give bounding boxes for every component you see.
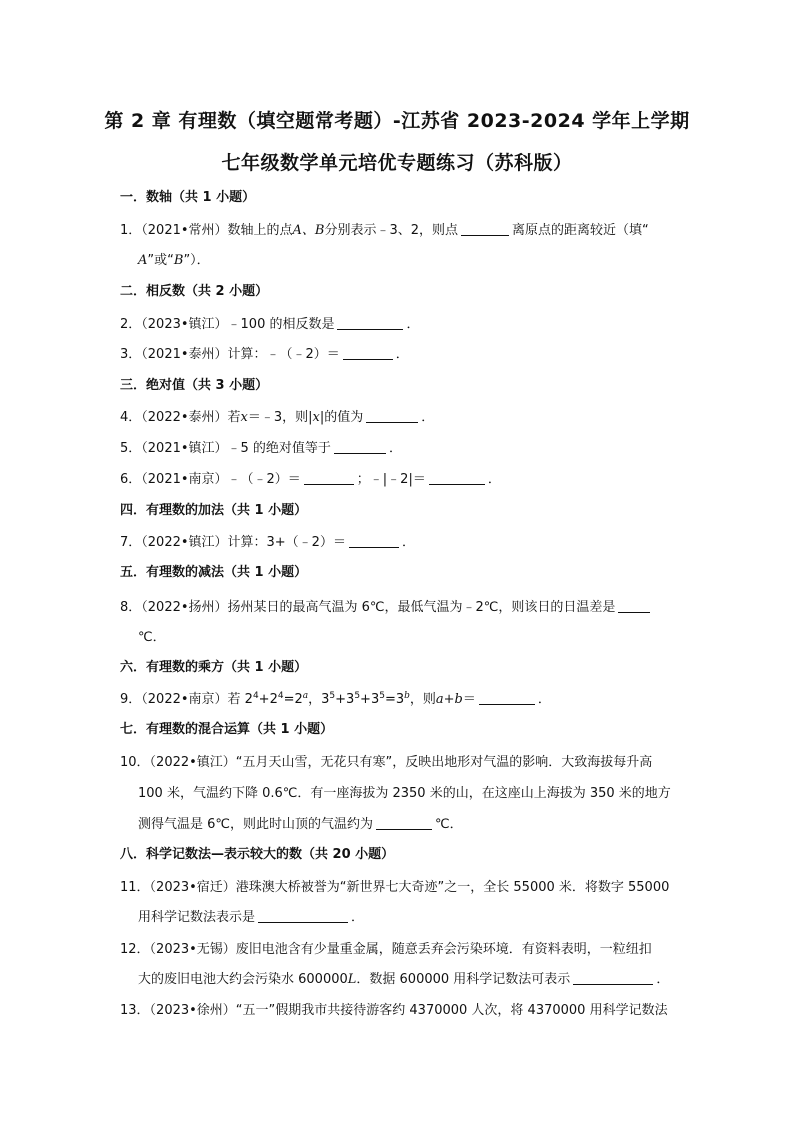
question-9: 9．（2022•南京）若 $2^4+2^4=2^a$，$3^5+3^5+3^5=3^b$，则a+b＝ ． — [120, 691, 551, 707]
page-title-line-1: 第 2 章 有理数（填空题常考题）-江苏省 2023-2024 学年上学期 — [104, 110, 690, 132]
question-12-line-1: 12．（2023•无锡）废旧电池含有少量重金属，随意丢弃会污染环境．有资料表明，一粒纽扣 — [120, 942, 652, 957]
question-5: 5．（2021•镇江）﹣5 的绝对值等于 ． — [120, 441, 402, 456]
answer-blank[interactable] — [618, 600, 650, 613]
question-8-line-2: ℃． — [138, 630, 166, 645]
answer-blank[interactable] — [461, 223, 509, 236]
answer-blank[interactable] — [334, 441, 386, 454]
question-2: 2．（2023•镇江）﹣100 的相反数是 ． — [120, 317, 420, 332]
question-13-line-1: 13．（2023•徐州）“五一”假期我市共接待游客约 4370000 人次，将 4370000 用科学记数法 — [120, 1003, 668, 1018]
section-heading-scientific-notation: 八．科学记数法—表示较大的数（共 20 小题） — [120, 847, 395, 862]
question-10-line-3: 测得气温是 6℃，则此时山顶的气温约为 ℃． — [138, 817, 463, 832]
answer-blank[interactable] — [258, 910, 348, 923]
question-1-line-1: 1．（2021•常州）数轴上的点A、B分别表示﹣3、2，则点 离原点的距离较近（填“ — [120, 223, 649, 238]
question-11-line-2: 用科学记数法表示是 ． — [138, 910, 365, 925]
answer-blank[interactable] — [343, 347, 393, 360]
section-heading-opposite-numbers: 二．相反数（共 2 小题） — [120, 284, 269, 299]
answer-blank[interactable] — [337, 317, 403, 330]
answer-blank[interactable] — [429, 472, 485, 485]
question-7: 7．（2022•镇江）计算：3+（﹣2）＝ ． — [120, 535, 415, 550]
question-6: 6．（2021•南京）﹣（﹣2）＝ ；﹣|﹣2|＝ ． — [120, 472, 501, 487]
page-title-line-2: 七年级数学单元培优专题练习（苏科版） — [221, 152, 573, 174]
section-heading-absolute-value: 三．绝对值（共 3 小题） — [120, 378, 269, 393]
question-8-line-1: 8．（2022•扬州）扬州某日的最高气温为 6℃，最低气温为﹣2℃，则该日的日温差是 — [120, 596, 653, 615]
question-3: 3．（2021•泰州）计算：﹣（﹣2）＝ ． — [120, 347, 409, 362]
section-heading-number-line: 一．数轴（共 1 小题） — [120, 190, 256, 205]
section-heading-subtraction: 五．有理数的减法（共 1 小题） — [120, 565, 308, 580]
answer-blank[interactable] — [304, 472, 354, 485]
answer-blank[interactable] — [376, 817, 432, 830]
section-heading-power: 六．有理数的乘方（共 1 小题） — [120, 660, 308, 675]
question-11-line-1: 11．（2023•宿迁）港珠澳大桥被誉为“新世界七大奇迹”之一，全长 55000 米．将数字 55000 — [120, 880, 670, 895]
answer-blank[interactable] — [349, 535, 399, 548]
question-12-line-2: 大的废旧电池大约会污染水 600000L．数据 600000 用科学记数法可表示 ． — [138, 972, 670, 987]
answer-blank[interactable] — [366, 410, 418, 423]
question-10-line-2: 100 米，气温约下降 0.6℃．有一座海拔为 2350 米的山，在这座山上海拔为 350 米的地方 — [138, 786, 671, 801]
section-heading-mixed-operations: 七．有理数的混合运算（共 1 小题） — [120, 722, 334, 737]
question-10-line-1: 10．（2022•镇江）“五月天山雪，无花只有寒”，反映出地形对气温的影响．大致海拔每升高 — [120, 755, 653, 770]
question-1-line-2: A”或“B”）． — [138, 253, 210, 268]
answer-blank[interactable] — [479, 692, 535, 705]
answer-blank[interactable] — [573, 972, 653, 985]
question-4: 4．（2022•泰州）若x＝﹣3，则|x|的值为 ． — [120, 410, 435, 425]
section-heading-addition: 四．有理数的加法（共 1 小题） — [120, 503, 308, 518]
